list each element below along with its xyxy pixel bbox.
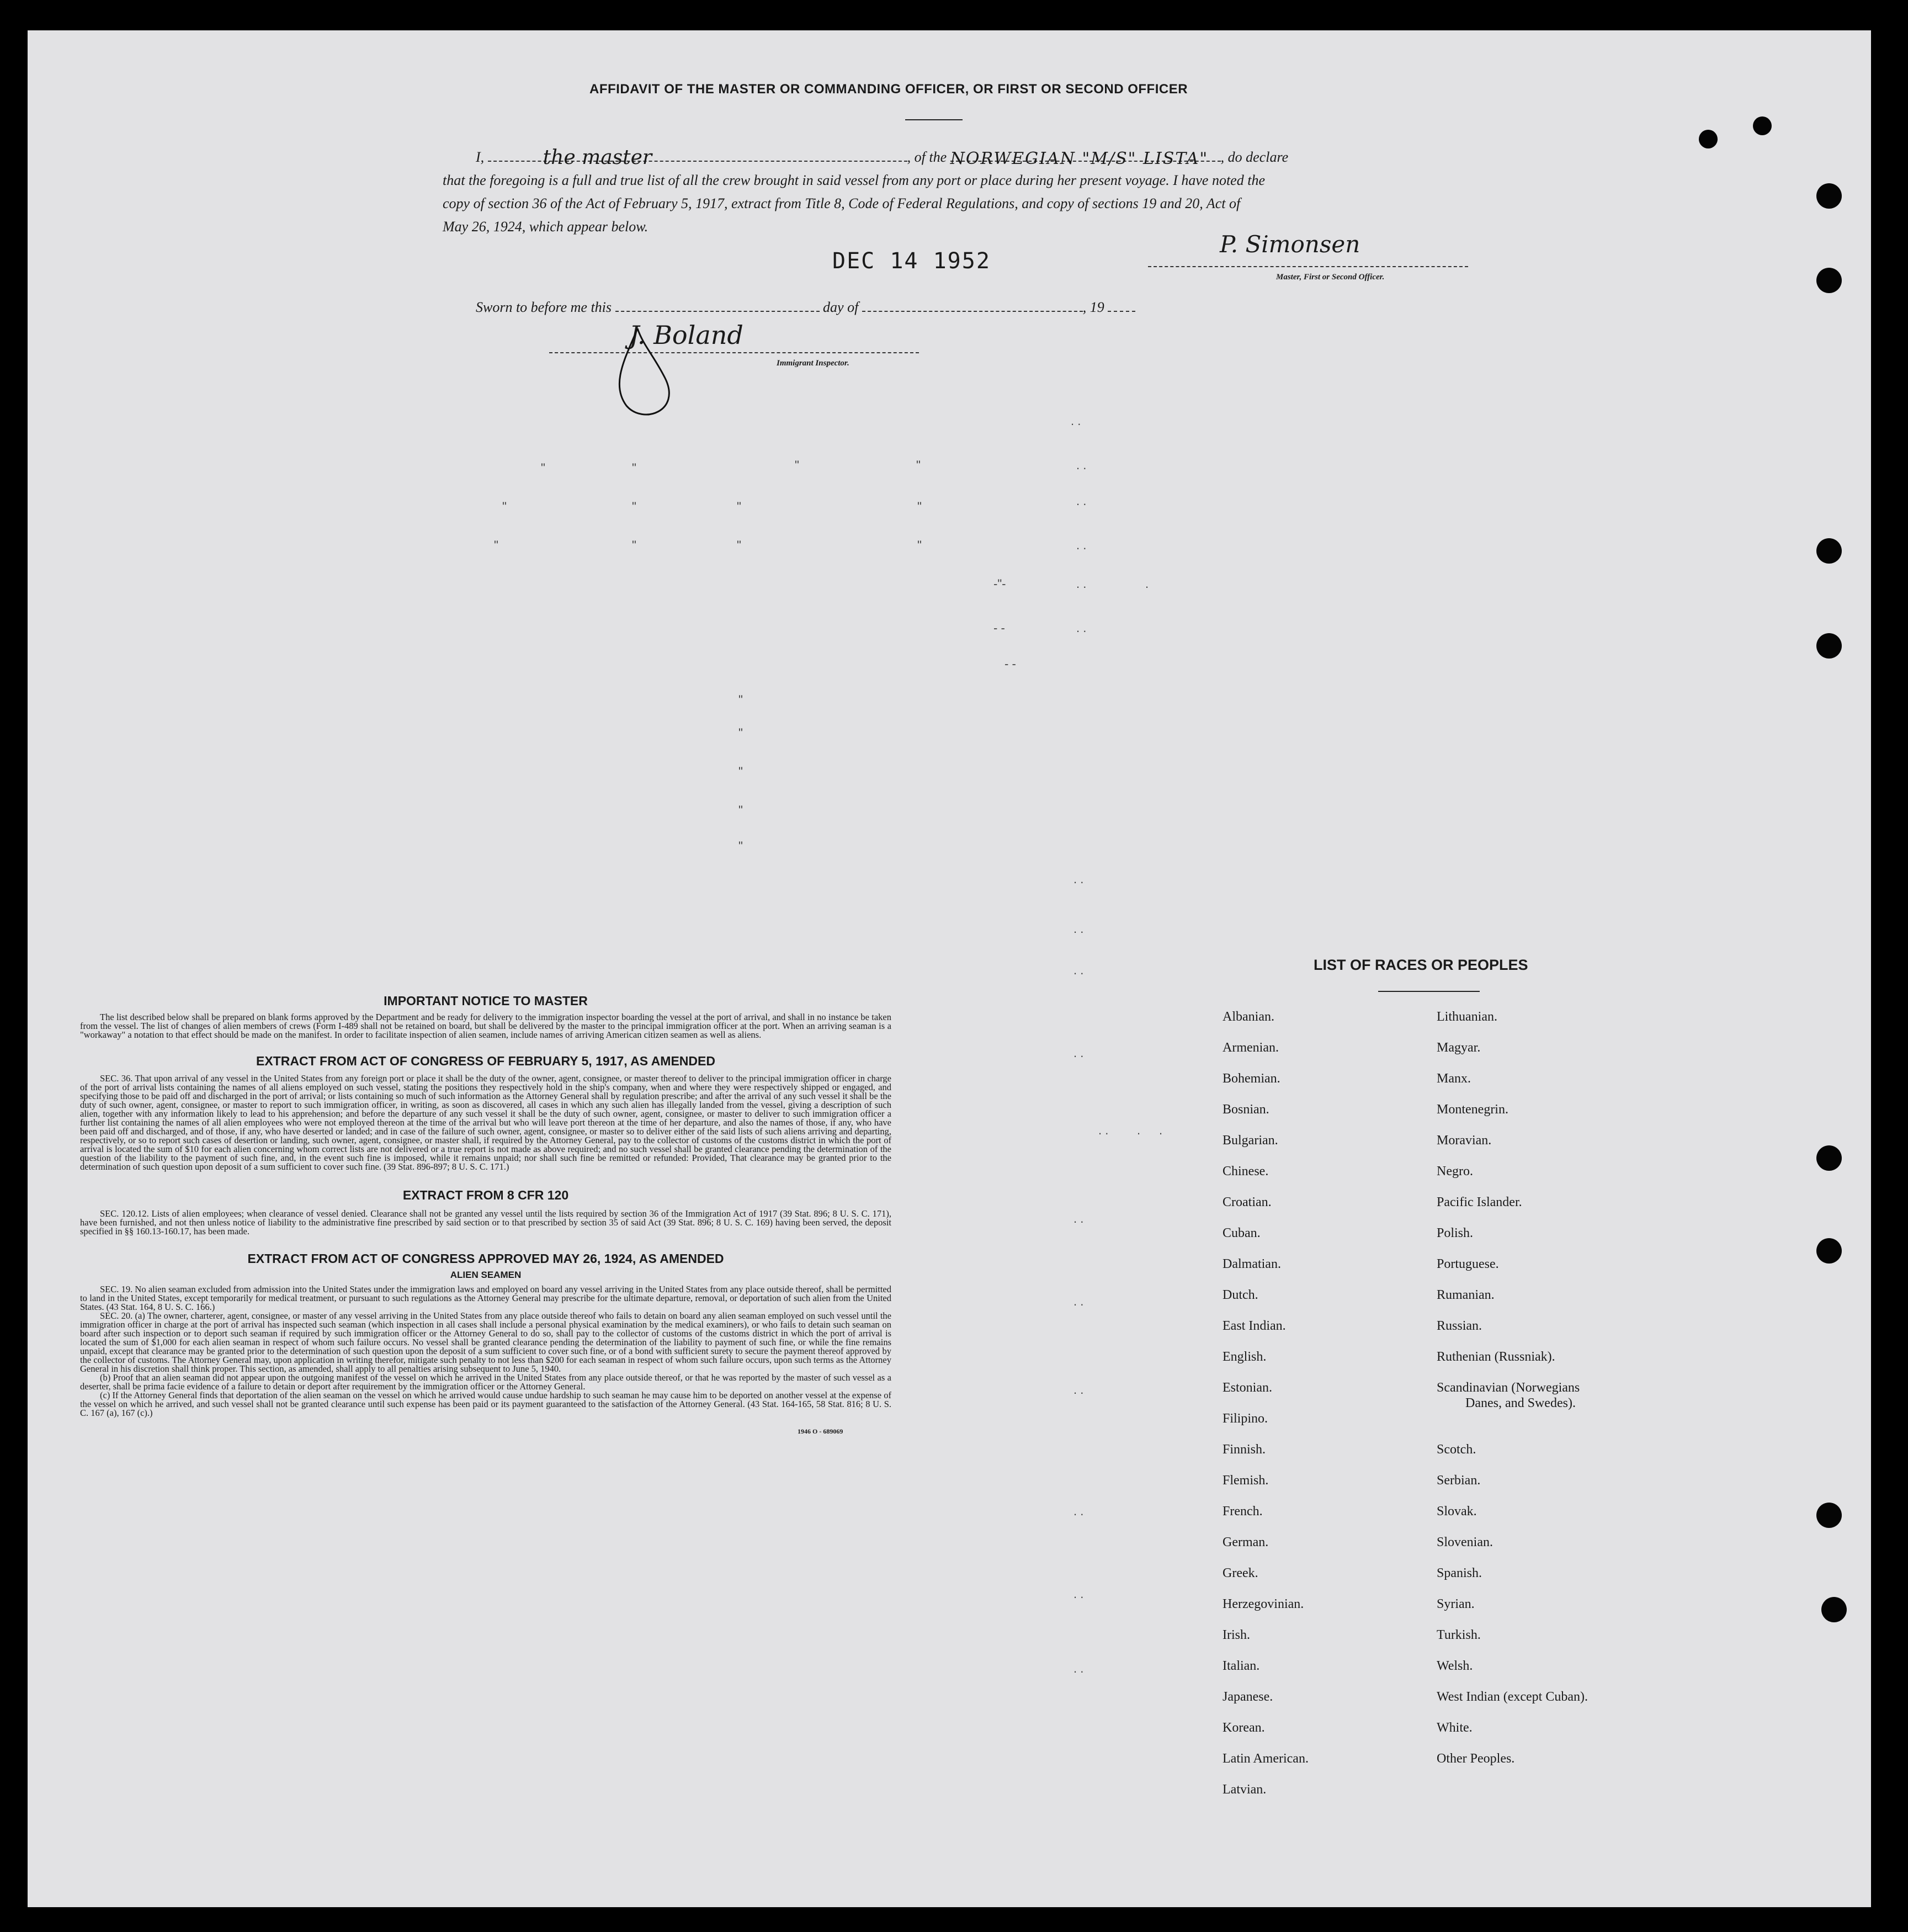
race-item: Lithuanian. xyxy=(1437,1010,1497,1024)
race-item: Croatian. xyxy=(1223,1195,1272,1209)
race-item: Turkish. xyxy=(1437,1628,1481,1642)
race-item: Russian. xyxy=(1437,1319,1482,1333)
race-item: Dutch. xyxy=(1223,1288,1258,1302)
race-item: Slovenian. xyxy=(1437,1535,1493,1549)
ditto-mark: . . xyxy=(1098,1123,1109,1137)
ditto-mark: . . xyxy=(1076,621,1087,635)
punch-hole xyxy=(1816,268,1842,293)
race-item: Scandinavian (Norwegians xyxy=(1437,1381,1580,1395)
race-item: Danes, and Swedes). xyxy=(1465,1396,1576,1410)
extract-cfr-text: SEC. 120.12. Lists of alien employees; when clearance of vessel denied. Clearance shall not be granted any vessel until the lists required by section 36 of the Immigration Act of 1917 (39 Stat. 896; 8 U. S. C. 171), have been furnished, and not then unless notice of liability to the administrative fine prescribed by said section or to that prescribed by section 35 of said Act (39 Stat. 896; 8 U. S. C. 169) having been served, the deposit specified in §§ 160.13-160.17, has been made. xyxy=(80,1208,891,1236)
race-item: Japanese. xyxy=(1223,1690,1273,1704)
race-item: Pacific Islander. xyxy=(1437,1195,1522,1209)
declaration-line-2: that the foregoing is a full and true list of all the crew brought in said vessel from any port or place during her present voyage. I have noted the xyxy=(443,172,1265,188)
ditto-mark: " xyxy=(738,693,743,707)
race-item: Italian. xyxy=(1223,1659,1260,1673)
master-name-handwritten: the master xyxy=(543,146,652,169)
declaration-line-4: May 26, 1924, which appear below. xyxy=(443,219,649,235)
extract-1917-text: SEC. 36. That upon arrival of any vessel in the United States from any foreign port or place it shall be the duty of the owner, agent, consignee, or master thereof to deliver to the principal immigration officer in charge of the port of arrival lists containing the names of all aliens employed on such vessel, stating the positions they respectively hold in the ship's company, when and where they were respectively shipped or engaged, and specifying those to be paid off and discharged in the port of arrival; or lists containing so much of such information as the Attorney General shall by regulation prescribe; and after the arrival of any such vessel it shall be the duty of such owner, agent, consignee, or master to report to such immigration officer, in writing, as soon as discovered, all cases in which any such alien has illegally landed from the vessel, giving a description of such alien, together with any information likely to lead to his apprehension; and before the departure of any such vessel it shall be the duty of such owner, agent, consignee, or master to deliver to such immigration officer a further list containing the names of all alien employees who were not employed thereon at the time of the arrival but who will leave port thereon at the time of her departure, and also the names of those, if any, who have been paid off and discharged, and of those, if any, who have deserted or landed; and in case of the failure of such owner, agent, consignee, or master so to deliver either of the said lists of such aliens arriving and departing, respectively, or so to report such cases of desertion or landing, such owner, agent, consignee, or master shall, if required by the Attorney General, pay to the collector of customs of the customs district in which the port of arrival is located the sum of $10 for each alien concerning whom correct lists are not delivered or a true report is not made as above required; and no such vessel shall be granted clearance pending the determination of the question of the liability to the payment of such fine, and, in the event such fine is imposed, while it remains unpaid; nor shall such fine be remitted or refunded: Provided, That clearance may be granted prior to the determination of such question upon deposit of a sum sufficient to cover such fine. (39 Stat. 896-897; 8 U. S. C. 171.) xyxy=(80,1073,891,1172)
races-column-1 xyxy=(1223,1001,1309,1805)
extract-1924-sec20c: (c) If the Attorney General finds that deportation of the alien seaman on the vessel on which he arrived would cause undue hardship to such seaman he may cause him to be deported on another vessel at the expense of the vessel on which he arrived, and such vessel shall not be granted clearance until such expense has been paid or its payment guaranteed to the satisfaction of the Attorney General. (43 Stat. 164-165, 58 Stat. 816; 8 U. S. C. 167 (a), 167 (c).) xyxy=(80,1390,891,1418)
ditto-mark: " xyxy=(738,803,743,817)
race-item: Bohemian. xyxy=(1223,1071,1280,1086)
print-code: 1946 O - 689069 xyxy=(798,1427,843,1435)
race-item: English. xyxy=(1223,1350,1267,1364)
punch-hole xyxy=(1753,116,1772,135)
extract-1917-title: EXTRACT FROM ACT OF CONGRESS OF FEBRUARY 5, 1917, AS AMENDED xyxy=(256,1054,715,1068)
affidavit-title: AFFIDAVIT OF THE MASTER OR COMMANDING OFFICER, OR FIRST OR SECOND OFFICER xyxy=(589,82,1188,97)
vessel-name-field xyxy=(950,149,1221,168)
punch-hole xyxy=(1816,538,1842,564)
ditto-mark: " xyxy=(917,538,922,552)
race-item: White. xyxy=(1437,1721,1473,1735)
ditto-mark: . xyxy=(1159,1123,1163,1137)
ditto-mark: . . xyxy=(1073,963,1084,977)
declaration-line-1 xyxy=(476,146,1469,169)
ditto-mark: " xyxy=(738,765,743,778)
race-item: Slovak. xyxy=(1437,1504,1477,1519)
race-item: Serbian. xyxy=(1437,1473,1481,1488)
ditto-mark: " xyxy=(632,538,636,552)
race-item: French. xyxy=(1223,1504,1263,1519)
ditto-mark: " xyxy=(916,458,921,472)
race-item: Manx. xyxy=(1437,1071,1471,1086)
race-item: Greek. xyxy=(1223,1566,1258,1580)
master-signature-line xyxy=(1148,266,1468,267)
ditto-mark: . . xyxy=(1073,872,1084,886)
race-item: Estonian. xyxy=(1223,1381,1272,1395)
declaration-line-3: copy of section 36 of the Act of February 5, 1917, extract from Title 8, Code of Federal Regulations, and copy of sections 19 and 20, Act of xyxy=(443,195,1241,211)
ditto-mark: . . xyxy=(1073,1294,1084,1308)
ditto-mark: " xyxy=(632,500,636,513)
ditto-mark: . . xyxy=(1076,538,1087,552)
vessel-name-handwritten: NORWEGIAN "M/S" LISTA" xyxy=(950,149,1209,168)
title-rule xyxy=(905,119,963,120)
ditto-mark: . . xyxy=(1073,1504,1084,1518)
race-item: Ruthenian (Russniak). xyxy=(1437,1350,1555,1364)
ditto-mark: . . xyxy=(1076,458,1087,472)
race-item: Herzegovinian. xyxy=(1223,1597,1304,1611)
race-item: Welsh. xyxy=(1437,1659,1473,1673)
ditto-mark: " xyxy=(737,538,741,552)
ditto-mark: " xyxy=(738,839,743,853)
race-item: Other Peoples. xyxy=(1437,1751,1515,1766)
extract-1924-sec20b: (b) Proof that an alien seaman did not appear upon the outgoing manifest of the vessel on which he arrived in the United States from any place outside thereof, or that he was reported by the master of such vessel as a deserter, shall be prima facie evidence of a failure to detain or deport after requirement by the immigration officer or the Attorney General. xyxy=(80,1372,891,1392)
of-the-label: , of the xyxy=(907,149,947,165)
race-item: Magyar. xyxy=(1437,1041,1481,1055)
sworn-label: Sworn to before me this xyxy=(476,299,612,315)
inspector-signature-loop xyxy=(604,323,687,422)
i-label: I, xyxy=(476,149,485,165)
ditto-mark: " xyxy=(632,461,636,475)
extract-1924-sec19: SEC. 19. No alien seaman excluded from admission into the United States under the immigration laws and employed on board any vessel arriving in the United States from any place outside thereof, shall be permitted to land in the United States, except temporarily for medical treatment, or pursuant to such regulations as the Attorney General may prescribe for the ultimate departure, removal, or deportation of such alien from the United States. (43 Stat. 164, 8 U. S. C. 166.) xyxy=(80,1284,891,1312)
signature-caption: Master, First or Second Officer. xyxy=(1276,273,1385,282)
ditto-mark: " xyxy=(541,461,545,475)
punch-hole xyxy=(1816,1238,1842,1264)
race-item: Montenegrin. xyxy=(1437,1102,1508,1117)
ditto-mark: " xyxy=(494,538,498,552)
day-of-label: day of xyxy=(823,299,859,315)
ditto-mark: . . xyxy=(1073,1383,1084,1397)
ditto-mark: . . xyxy=(1073,922,1084,936)
ditto-mark: " xyxy=(738,726,743,740)
ditto-mark: " xyxy=(917,500,922,513)
race-item: Cuban. xyxy=(1223,1226,1261,1240)
punch-hole xyxy=(1816,1503,1842,1528)
punch-hole xyxy=(1816,183,1842,209)
inspector-signature: J. Boland xyxy=(629,320,743,350)
sworn-line xyxy=(476,296,1135,319)
race-item: Polish. xyxy=(1437,1226,1474,1240)
ditto-mark: " xyxy=(795,458,799,472)
sworn-month-field xyxy=(862,311,1083,312)
races-title: LIST OF RACES OR PEOPLES xyxy=(1314,957,1528,973)
race-item: Moravian. xyxy=(1437,1133,1492,1148)
punch-hole xyxy=(1816,633,1842,659)
race-item: Bulgarian. xyxy=(1223,1133,1278,1148)
race-item: Latvian. xyxy=(1223,1782,1267,1797)
race-item: Armenian. xyxy=(1223,1041,1279,1055)
ditto-mark: " xyxy=(502,500,507,513)
race-item: Finnish. xyxy=(1223,1442,1266,1457)
ditto-mark: " xyxy=(737,500,741,513)
ditto-mark: - - xyxy=(1005,657,1016,671)
sworn-year-field xyxy=(1108,311,1135,312)
ditto-mark: . . xyxy=(1073,1046,1084,1060)
ditto-mark: . . xyxy=(1073,1587,1084,1601)
do-declare-label: , do declare xyxy=(1220,149,1289,165)
punch-hole xyxy=(1699,130,1718,148)
extract-1924-sec20a: SEC. 20. (a) The owner, charterer, agent, consignee, or master of any vessel arriving in the United States from any place outside thereof who fails to detain on board any alien seaman employed on such vessel until the immigration officer in charge at the port of arrival has inspected such seaman (which inspection in all cases shall include a personal physical examination by the medical examiners), or who fails to detain such seaman on board after such inspection or to deport such seaman if required by such immigration officer or the Attorney General to do so, shall pay to the collector of customs of the customs district in which the port of arrival is located the sum of $1,000 for each alien seaman in respect of whom such failure occurs. No vessel shall be granted clearance pending the determination of the liability to payment of such fine, or while the fine remains unpaid, except that clearance may be granted prior to the determination of such question upon the deposit of a sum sufficient to cover such fine, or of a bond with sufficient surety to secure the payment thereof approved by the collector of customs. The Attorney General may, upon application in writing therefor, mitigate such penalty to not less than $200 for each seaman in respect of whom such failure occurs, upon such terms as the Attorney General in his discretion shall think proper. This section, as amended, shall apply to all penalties arising subsequent to June 5, 1940. xyxy=(80,1310,891,1374)
punch-hole xyxy=(1821,1597,1847,1622)
race-item: Syrian. xyxy=(1437,1597,1475,1611)
sworn-day-field xyxy=(615,311,820,312)
race-item: Korean. xyxy=(1223,1721,1265,1735)
master-signature: P. Simonsen xyxy=(1220,231,1360,258)
ditto-mark: . . xyxy=(1076,494,1087,508)
ditto-mark: . . xyxy=(1073,1212,1084,1225)
ditto-mark: . xyxy=(1137,1123,1141,1137)
race-item: German. xyxy=(1223,1535,1269,1549)
race-item: West Indian (except Cuban). xyxy=(1437,1690,1588,1704)
race-item: Chinese. xyxy=(1223,1164,1269,1179)
inspector-caption: Immigrant Inspector. xyxy=(777,359,849,368)
races-title-rule xyxy=(1378,991,1480,992)
ditto-mark: . xyxy=(1145,577,1149,591)
ditto-mark: . . xyxy=(1071,414,1081,428)
notice-title: IMPORTANT NOTICE TO MASTER xyxy=(384,994,588,1008)
race-item: Latin American. xyxy=(1223,1751,1309,1766)
race-item: Filipino. xyxy=(1223,1411,1268,1426)
race-item: Albanian. xyxy=(1223,1010,1274,1024)
ditto-mark: . . xyxy=(1076,577,1087,591)
master-name-field xyxy=(488,146,907,169)
race-item: Dalmatian. xyxy=(1223,1257,1281,1271)
race-item: Bosnian. xyxy=(1223,1102,1269,1117)
race-item: East Indian. xyxy=(1223,1319,1286,1333)
ditto-mark: -"- xyxy=(993,577,1006,591)
notice-section xyxy=(80,994,891,1436)
extract-cfr-title: EXTRACT FROM 8 CFR 120 xyxy=(402,1188,569,1202)
race-item: Negro. xyxy=(1437,1164,1473,1179)
race-item: Irish. xyxy=(1223,1628,1250,1642)
ditto-mark: - - xyxy=(993,621,1005,635)
alien-seamen-subtitle: ALIEN SEAMEN xyxy=(450,1270,522,1280)
race-item: Scotch. xyxy=(1437,1442,1476,1457)
date-stamp: DEC 14 1952 xyxy=(832,248,991,274)
race-item: Spanish. xyxy=(1437,1566,1482,1580)
year-label: , 19 xyxy=(1082,299,1104,315)
race-item: Flemish. xyxy=(1223,1473,1269,1488)
race-item: Portuguese. xyxy=(1437,1257,1499,1271)
ditto-mark: . . xyxy=(1073,1662,1084,1675)
races-column-2 xyxy=(1437,1001,1588,1774)
race-item: Rumanian. xyxy=(1437,1288,1495,1302)
extract-1924-title: EXTRACT FROM ACT OF CONGRESS APPROVED MAY 26, 1924, AS AMENDED xyxy=(247,1251,724,1266)
punch-hole xyxy=(1816,1145,1842,1171)
notice-text: The list described below shall be prepared on blank forms approved by the Department and be ready for delivery to the immigration inspector boarding the vessel at the port of arrival, and shall in no instance be taken from the vessel. The list of changes of alien members of crews (Form I-489 shall not be retained on board, but shall be delivered by the master to the principal immigration officer at the port. When an arriving seaman is a "workaway" a notation to that effect should be made on the manifest. In order to facilitate inspection of alien seamen, include names of arriving American citizen seamen as well as aliens. xyxy=(80,1012,891,1040)
